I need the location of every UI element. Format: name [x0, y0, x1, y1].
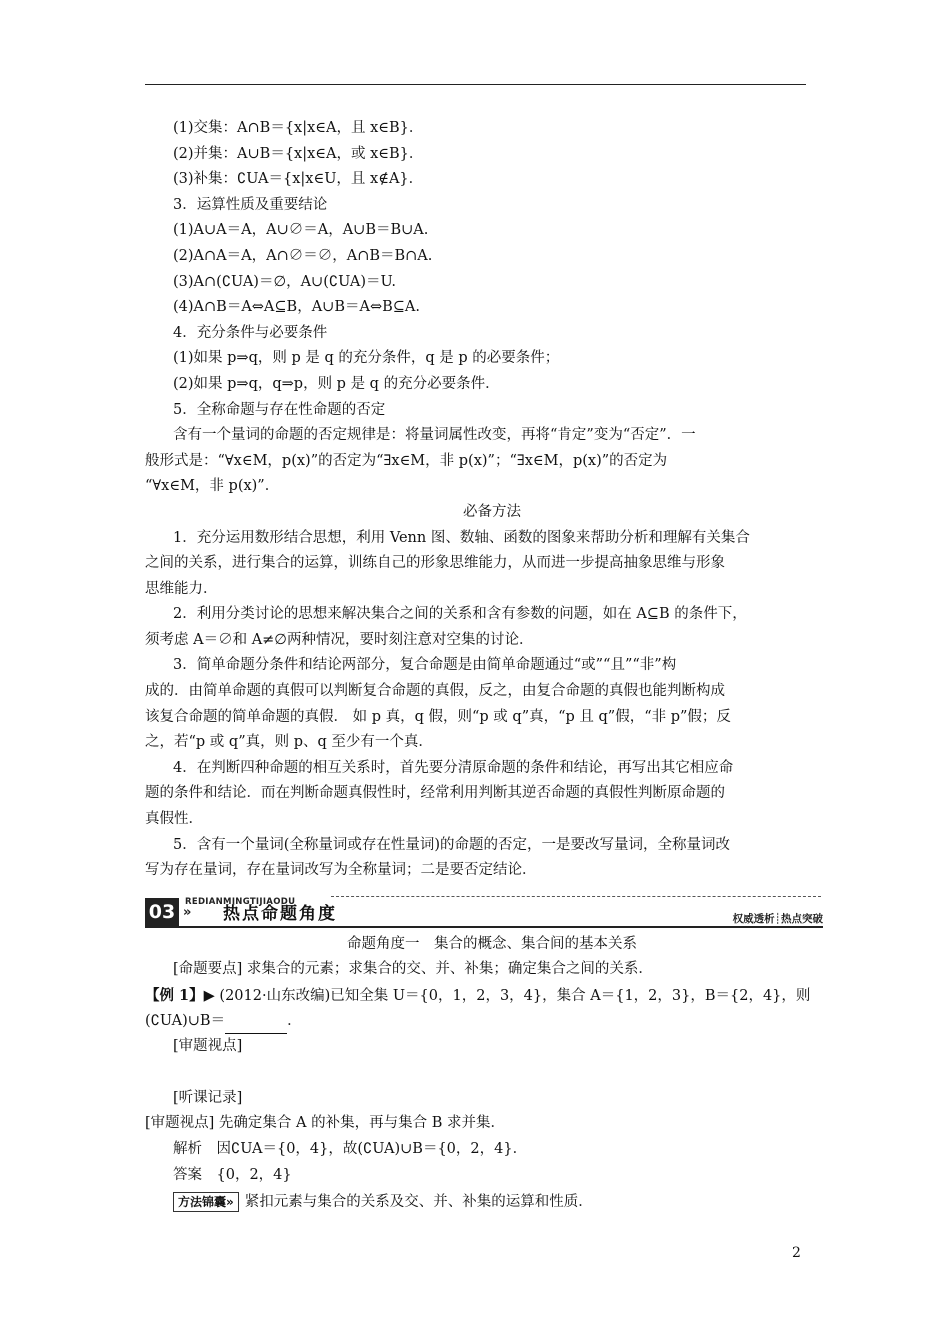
section-pinyin: REDIANMINGTIJIAODU	[185, 896, 296, 907]
lecture-notes-label: [听课记录]	[173, 1089, 243, 1106]
page-number: 2	[792, 1245, 801, 1261]
method-tip-text: 紧扣元素与集合的关系及交、并、补集的运算和性质．	[244, 1194, 593, 1211]
key-points: [命题要点] 求集合的元素；求集合的交、并、补集；确定集合之间的关系．	[173, 961, 653, 978]
negation-line: 般形式是：“∀x∈M，p(x)”的否定为“∃x∈M，非 p(x)”；“∃x∈M，p(x)”的否定为	[145, 452, 668, 469]
example-text: (2012·山东改编)已知全集 U＝{0，1，2，3，4}，集合 A＝{1，2，3}，B＝{2，4}，则	[219, 988, 811, 1004]
method-line: 5．含有一个量词(全称量词或存在性量词)的命题的否定，一是要改写量词，全称量词改	[173, 836, 731, 853]
section-banner	[145, 892, 823, 928]
header-rule	[145, 84, 806, 85]
method-tip-line	[173, 1190, 811, 1216]
angle-title: 命题角度一 集合的概念、集合间的基本关系	[347, 935, 637, 952]
text-line: (1)A∪A＝A，A∪∅＝A，A∪B＝B∪A.	[173, 222, 429, 239]
methods-heading: 必备方法	[463, 503, 521, 520]
method-line: 3．简单命题分条件和结论两部分，复合命题是由简单命题通过“或”“且”“非”构	[173, 657, 677, 674]
audit-view-answer: [审题视点] 先确定集合 A 的补集，再与集合 B 求并集．	[145, 1115, 505, 1132]
answer-blank	[225, 1019, 287, 1034]
method-line: 该复合命题的简单命题的真假． 如 p 真，q 假，则“p 或 q”真，“p 且 q”假，“非 p”假；反	[145, 708, 731, 725]
banner-dashed-rule	[331, 896, 821, 897]
section-number: 03	[145, 898, 179, 926]
blank-space	[173, 1060, 811, 1086]
method-line: 2．利用分类讨论的思想来解决集合之间的关系和含有参数的问题，如在 A⊆B 的条件下，	[173, 606, 747, 623]
page-content	[145, 116, 823, 1216]
example-line	[145, 983, 811, 1009]
solution-line: 解析 因∁UA＝{0，4}，故(∁UA)∪B＝{0，2，4}．	[173, 1140, 528, 1157]
method-line: 之间的关系，进行集合的运算，训练自己的形象思维能力，从而进一步提高抽象思维与形象	[145, 555, 725, 572]
method-line: 须考虑 A＝∅和 A≠∅两种情况，要时刻注意对空集的讨论．	[145, 631, 534, 648]
text-line: (1)如果 p⇒q，则 p 是 q 的充分条件，q 是 p 的必要条件；	[173, 350, 560, 367]
text-line: (2)A∩A＝A，A∩∅＝∅，A∩B＝B∩A.	[173, 247, 433, 264]
example-label: 【例 1】▶	[145, 987, 215, 1004]
text-line: (3)A∩(∁UA)＝∅，A∪(∁UA)＝U.	[173, 273, 396, 290]
text-line: (2)如果 p⇒q，q⇒p，则 p 是 q 的充分必要条件．	[173, 375, 500, 392]
text-line: 3．运算性质及重要结论	[173, 196, 328, 213]
answer-line: 答案 {0，2，4}	[173, 1166, 292, 1183]
text-line: 5．全称命题与存在性命题的否定	[173, 401, 386, 418]
banner-bottom-rule	[145, 926, 823, 928]
text-line: (4)A∩B＝A⇔A⊆B，A∪B＝A⇔B⊆A.	[173, 299, 420, 316]
text-line: (2)并集：A∪B＝{x|x∈A，或 x∈B}．	[173, 145, 424, 162]
method-line: 真假性．	[145, 811, 203, 828]
audit-view-label: [审题视点]	[173, 1038, 243, 1055]
method-line: 写为存在量词，存在量词改写为全称量词；二是要否定结论．	[145, 862, 537, 879]
text-line: 4．充分条件与必要条件	[173, 324, 328, 341]
method-line: 题的条件和结论．而在判断命题真假性时，经常利用判断其逆否命题的真假性判断原命题的	[145, 785, 725, 802]
section-tags: 权威透析┊热点突破	[732, 912, 823, 925]
method-line: 成的．由简单命题的真假可以判断复合命题的真假，反之，由复合命题的真假也能判断构成	[145, 683, 725, 700]
method-tag: 方法锦囊»	[173, 1192, 239, 1212]
example-period: ．	[287, 1012, 302, 1029]
example-line-2	[145, 1009, 811, 1035]
negation-line: 含有一个量词的命题的否定规律是：将量词属性改变，再将“肯定”变为“否定”．一	[173, 427, 696, 444]
double-arrow-icon: »	[183, 904, 192, 920]
example-expression: (∁UA)∪B＝	[145, 1012, 226, 1029]
negation-line: “∀x∈M，非 p(x)”．	[145, 478, 280, 495]
text-line: (3)补集：∁UA＝{x|x∈U，且 x∉A}．	[173, 171, 424, 188]
method-line: 之，若“p 或 q”真，则 p、q 至少有一个真．	[145, 734, 433, 751]
method-line: 思维能力．	[145, 580, 218, 597]
section-title: 热点命题角度	[223, 903, 337, 924]
method-line: 4．在判断四种命题的相互关系时，首先要分清原命题的条件和结论，再写出其它相应命	[173, 759, 734, 776]
method-line: 1．充分运用数形结合思想，利用 Venn 图、数轴、函数的图象来帮助分析和理解有关集合	[173, 529, 750, 546]
text-line: (1)交集：A∩B＝{x|x∈A，且 x∈B}．	[173, 120, 424, 136]
